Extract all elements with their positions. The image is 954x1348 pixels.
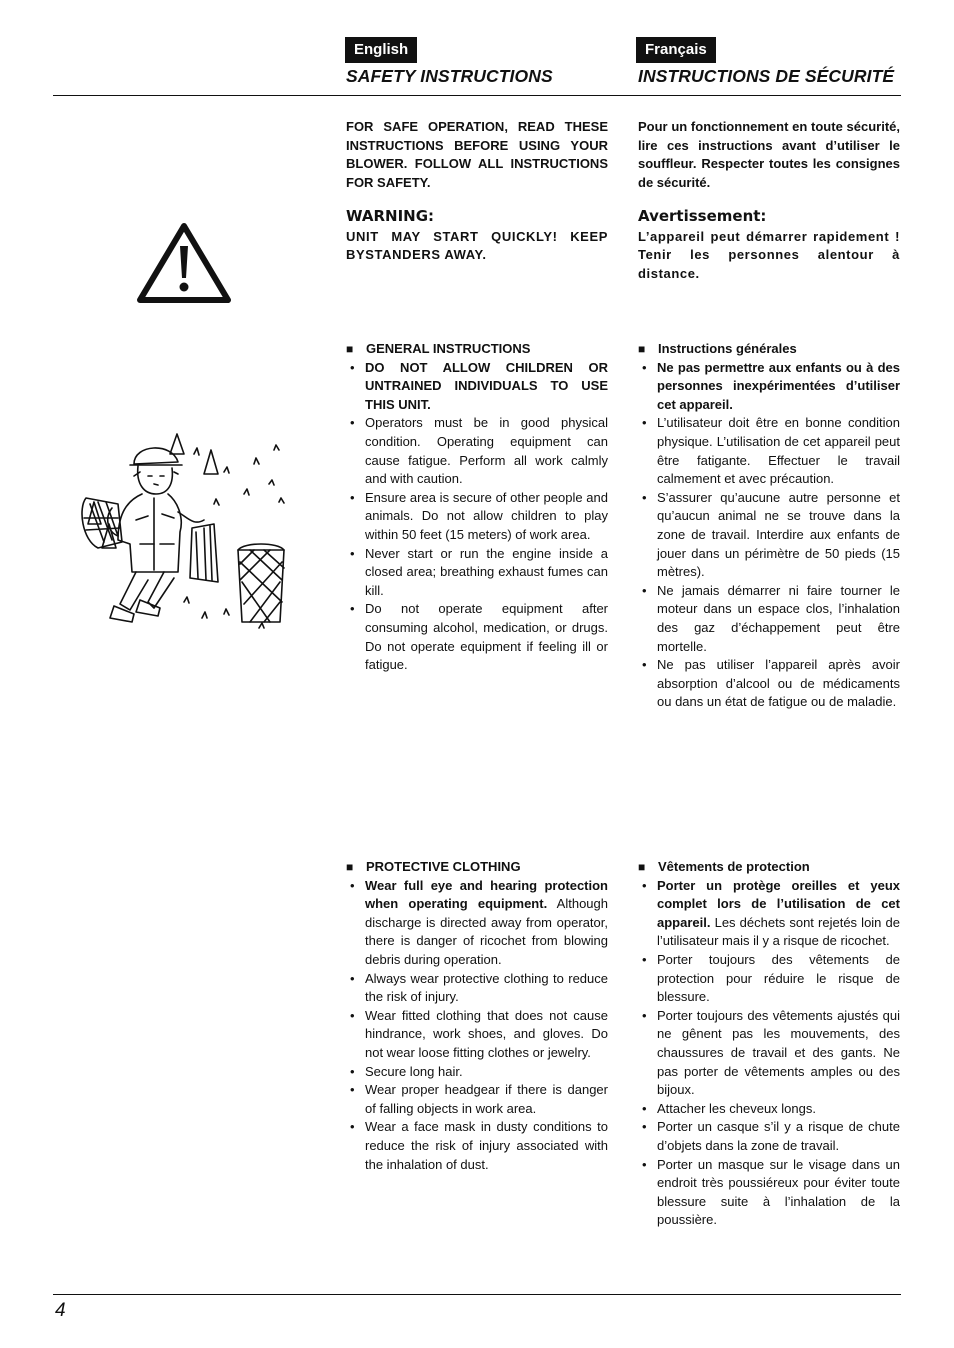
warning-french	[638, 207, 900, 283]
list-item: • Ne pas permettre aux enfants ou à des personnes inexpérimentées d’utiliser cet appareil.	[638, 359, 900, 415]
warning-english	[346, 207, 608, 265]
warning-heading-english: WARNING:	[346, 207, 435, 225]
intro-english	[346, 118, 608, 192]
list-item: • Wear a face mask in dusty conditions to reduce the risk of injury associated with the inhalation of dust.	[346, 1118, 608, 1174]
language-tag-english: English	[345, 37, 417, 63]
list-item: • Wear proper headgear if there is danger of falling objects in work area.	[346, 1081, 608, 1118]
list-item: • Ensure area is secure of other people and animals. Do not allow children to play within 50 feet (15 meters) of work area.	[346, 489, 608, 545]
list-item: • Wear full eye and hearing protection when operating equipment. Although discharge is directed away from operator, there is danger of ricochet from blowing debris during operation.	[346, 877, 608, 970]
list-item: • Never start or run the engine inside a closed area; breathing exhaust fumes can kill.	[346, 545, 608, 601]
list-item: • Porter un protège oreilles et yeux complet lors de l’utilisation de cet appareil. Les déchets sont rejetés loin de l’utilisateur mais il y a risque de ricochet.	[638, 877, 900, 951]
warning-heading-french: Avertissement:	[638, 207, 767, 225]
protective-clothing-english	[346, 858, 608, 1174]
intro-text-french: Pour un fonctionnement en toute sécurité, lire ces instructions avant d’utiliser le souffleur. Respecter toutes les consignes de sécurité.	[638, 119, 900, 190]
section-heading: ■ PROTECTIVE CLOTHING	[346, 858, 608, 877]
list-item: • Operators must be in good physical condition. Operating equipment can cause fatigue. Perform all work calmly and with caution.	[346, 414, 608, 488]
bullet-list	[638, 359, 900, 712]
header-rule	[53, 95, 901, 96]
section-title-french: INSTRUCTIONS DE SÉCURITÉ	[638, 66, 895, 86]
square-bullet-icon: ■	[346, 342, 354, 356]
footer-rule	[53, 1294, 901, 1295]
section-heading: ■ Instructions générales	[638, 340, 900, 359]
warning-text-english: UNIT MAY START QUICKLY! KEEP BYSTANDERS AWAY.	[346, 228, 608, 263]
list-item: • L’utilisateur doit être en bonne condition physique. L’utilisation de cet appareil peut être fatigante. Effectuer le travail calmement et avec précaution.	[638, 414, 900, 488]
list-item: • Porter un casque s’il y a risque de chute d’objets dans la zone de travail.	[638, 1118, 900, 1155]
list-item: • S’assurer qu’aucune autre personne et qu’aucun animal ne se trouve dans la zone de travail. Interdire aux enfants de jouer dans un périmètre de 50 pieds (15 mètres).	[638, 489, 900, 582]
list-item: • Ne jamais démarrer ni faire tourner le moteur dans un espace clos, l’inhalation des gaz d’échappement peut être mortelle.	[638, 582, 900, 656]
list-item: • Do not operate equipment after consuming alcohol, medication, or drugs. Do not operate equipment if feeling ill or fatigue.	[346, 600, 608, 674]
square-bullet-icon: ■	[638, 342, 646, 356]
bullet-list	[346, 359, 608, 675]
list-item: • Attacher les cheveux longs.	[638, 1100, 900, 1119]
section-heading: ■ GENERAL INSTRUCTIONS	[346, 340, 608, 359]
list-item: • Wear fitted clothing that does not cause hindrance, work shoes, and gloves. Do not wear loose fitting clothes or jewelry.	[346, 1007, 608, 1063]
worker-illustration	[74, 432, 288, 634]
section-title-english: SAFETY INSTRUCTIONS	[346, 66, 553, 86]
bullet-list	[638, 877, 900, 1230]
protective-clothing-french	[638, 858, 900, 1230]
list-item: • DO NOT ALLOW CHILDREN OR UNTRAINED INDIVIDUALS TO USE THIS UNIT.	[346, 359, 608, 415]
square-bullet-icon: ■	[346, 860, 354, 874]
list-item: • Ne pas utiliser l’appareil après avoir absorption d’alcool ou de médicaments ou dans un état de fatigue ou de maladie.	[638, 656, 900, 712]
square-bullet-icon: ■	[638, 860, 646, 874]
list-item: • Porter toujours des vêtements de protection pour réduire le risque de blessure.	[638, 951, 900, 1007]
list-item: • Porter toujours des vêtements ajustés qui ne gênent pas les mouvements, des chaussures de travail et des gants. Ne pas porter de vêtements amples ou des bijoux.	[638, 1007, 900, 1100]
bullet-list	[346, 877, 608, 1175]
intro-text-english: FOR SAFE OPERATION, READ THESE INSTRUCTIONS BEFORE USING YOUR BLOWER. FOLLOW ALL INSTRUCTIONS FOR SAFETY.	[346, 119, 608, 190]
general-instructions-french	[638, 340, 900, 712]
warning-text-french: L’appareil peut démarrer rapidement ! Tenir les personnes alentour à distance.	[638, 228, 900, 281]
page-number: 4	[55, 1300, 66, 1321]
intro-french	[638, 118, 900, 192]
list-item: • Porter un masque sur le visage dans un endroit très poussiéreux pour éviter toute blessure suite à l’inhalation de la poussière.	[638, 1156, 900, 1230]
warning-triangle-icon	[136, 222, 232, 304]
section-heading: ■ Vêtements de protection	[638, 858, 900, 877]
list-item: • Always wear protective clothing to reduce the risk of injury.	[346, 970, 608, 1007]
language-tag-french: Français	[636, 37, 716, 63]
general-instructions-english	[346, 340, 608, 675]
list-item: • Secure long hair.	[346, 1063, 608, 1082]
